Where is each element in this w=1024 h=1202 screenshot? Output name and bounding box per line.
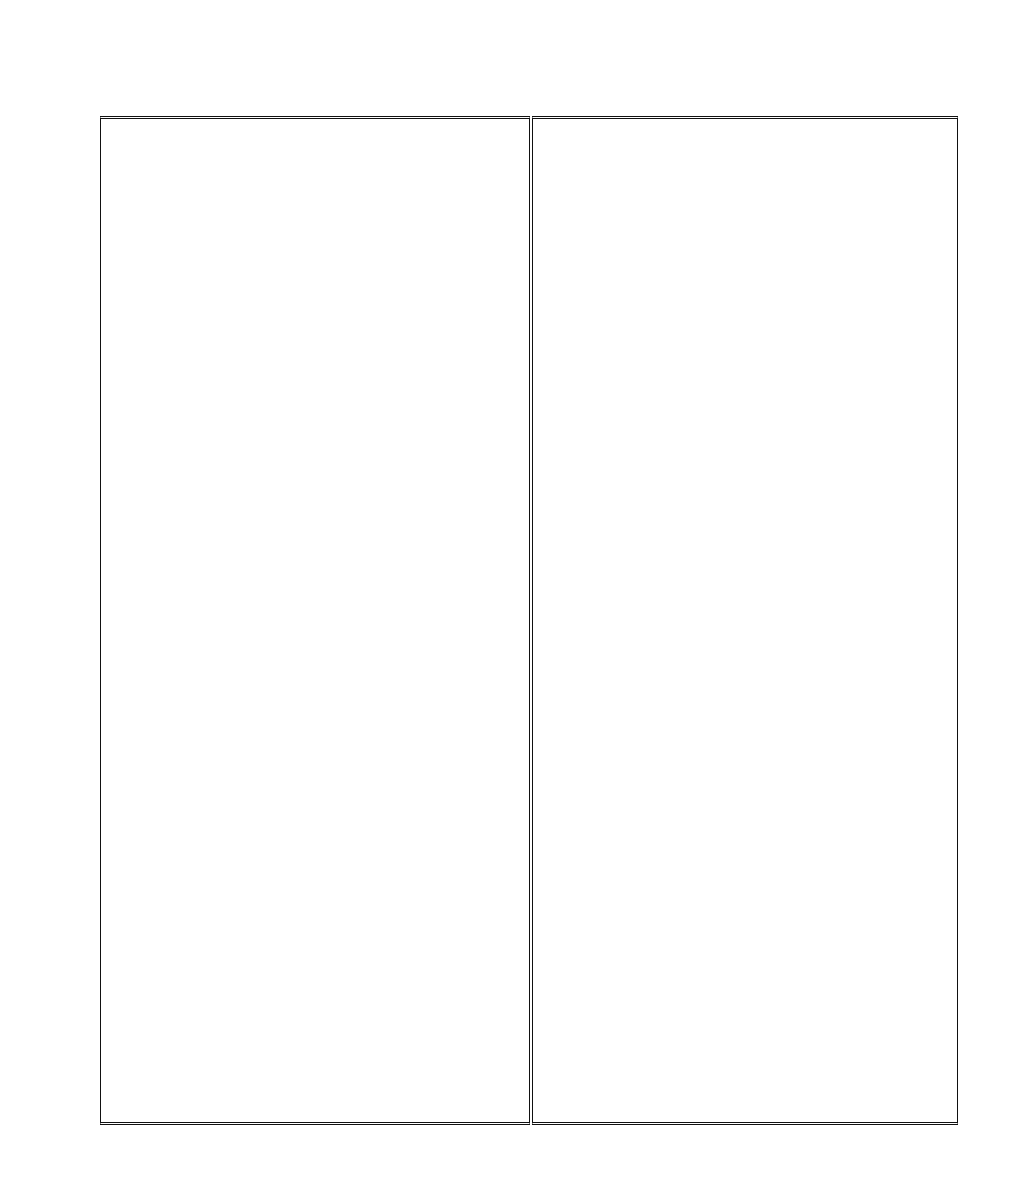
right-table xyxy=(532,116,958,1125)
left-table xyxy=(100,116,530,1125)
